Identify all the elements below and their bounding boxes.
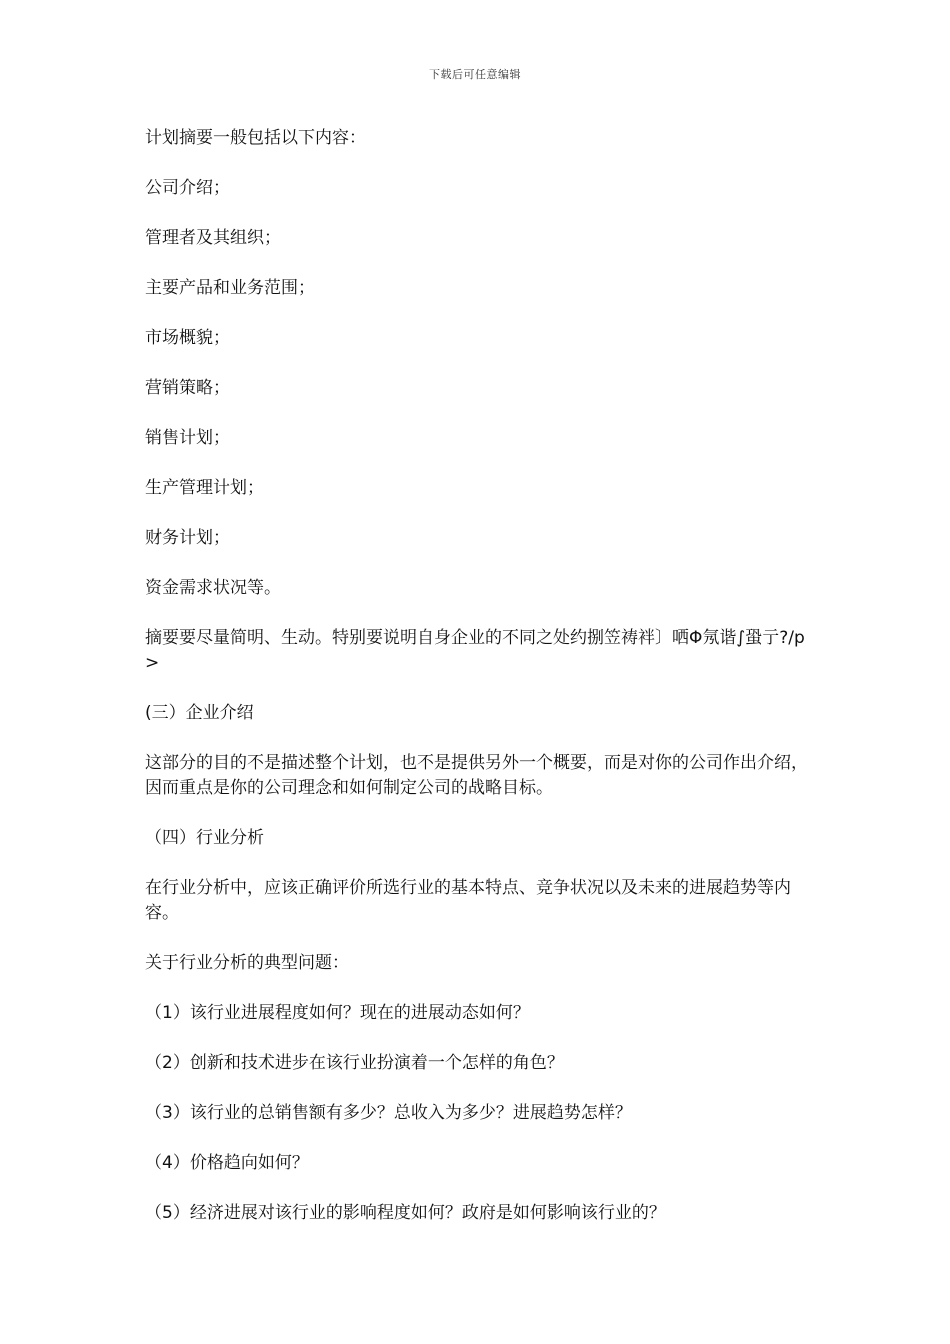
paragraph-list-item: 市场概貌； (145, 328, 230, 348)
question-item: （5）经济进展对该行业的影响程度如何？政府是如何影响该行业的？ (145, 1203, 666, 1223)
question-item: （2）创新和技术进步在该行业扮演着一个怎样的角色？ (145, 1053, 564, 1073)
paragraph-typical-questions: 关于行业分析的典型问题： (145, 953, 349, 973)
paragraph-industry-analysis: 在行业分析中，应该正确评价所选行业的基本特点、竞争状况以及未来的进展趋势等内容。 (145, 878, 791, 923)
question-item: （1）该行业进展程度如何？现在的进展动态如何？ (145, 1003, 530, 1023)
question-item: （3）该行业的总销售额有多少？总收入为多少？进展趋势怎样？ (145, 1103, 632, 1123)
paragraph-list-item: 销售计划； (145, 428, 230, 448)
question-item: （4）价格趋向如何？ (145, 1153, 309, 1173)
paragraph-list-item: 管理者及其组织； (145, 228, 281, 248)
paragraph-list-item: 公司介绍； (145, 178, 230, 198)
paragraph-list-item: 主要产品和业务范围； (145, 278, 315, 298)
paragraph-list-item: 资金需求状况等。 (145, 578, 281, 598)
section-heading-company-intro: (三）企业介绍 (145, 703, 254, 723)
paragraph-list-item: 营销策略； (145, 378, 230, 398)
paragraph-list-item: 生产管理计划； (145, 478, 264, 498)
paragraph-company-intro: 这部分的目的不是描述整个计划，也不是提供另外一个概要，而是对你的公司作出介绍，因而重点是你的公司理念和如何制定公司的战略目标。 (145, 753, 808, 798)
document-body (145, 126, 810, 1251)
paragraph-summary-intro: 计划摘要一般包括以下内容： (145, 128, 366, 148)
paragraph-summary-note: 摘要要尽量简明、生动。特别要说明自身企业的不同之处约捌笠祷袢〕哂Φ氖谐∫蛩亍?/p> (145, 628, 805, 673)
page-header: 下载后可任意编辑 (429, 68, 521, 81)
section-heading-industry-analysis: （四）行业分析 (145, 828, 264, 848)
paragraph-list-item: 财务计划； (145, 528, 230, 548)
